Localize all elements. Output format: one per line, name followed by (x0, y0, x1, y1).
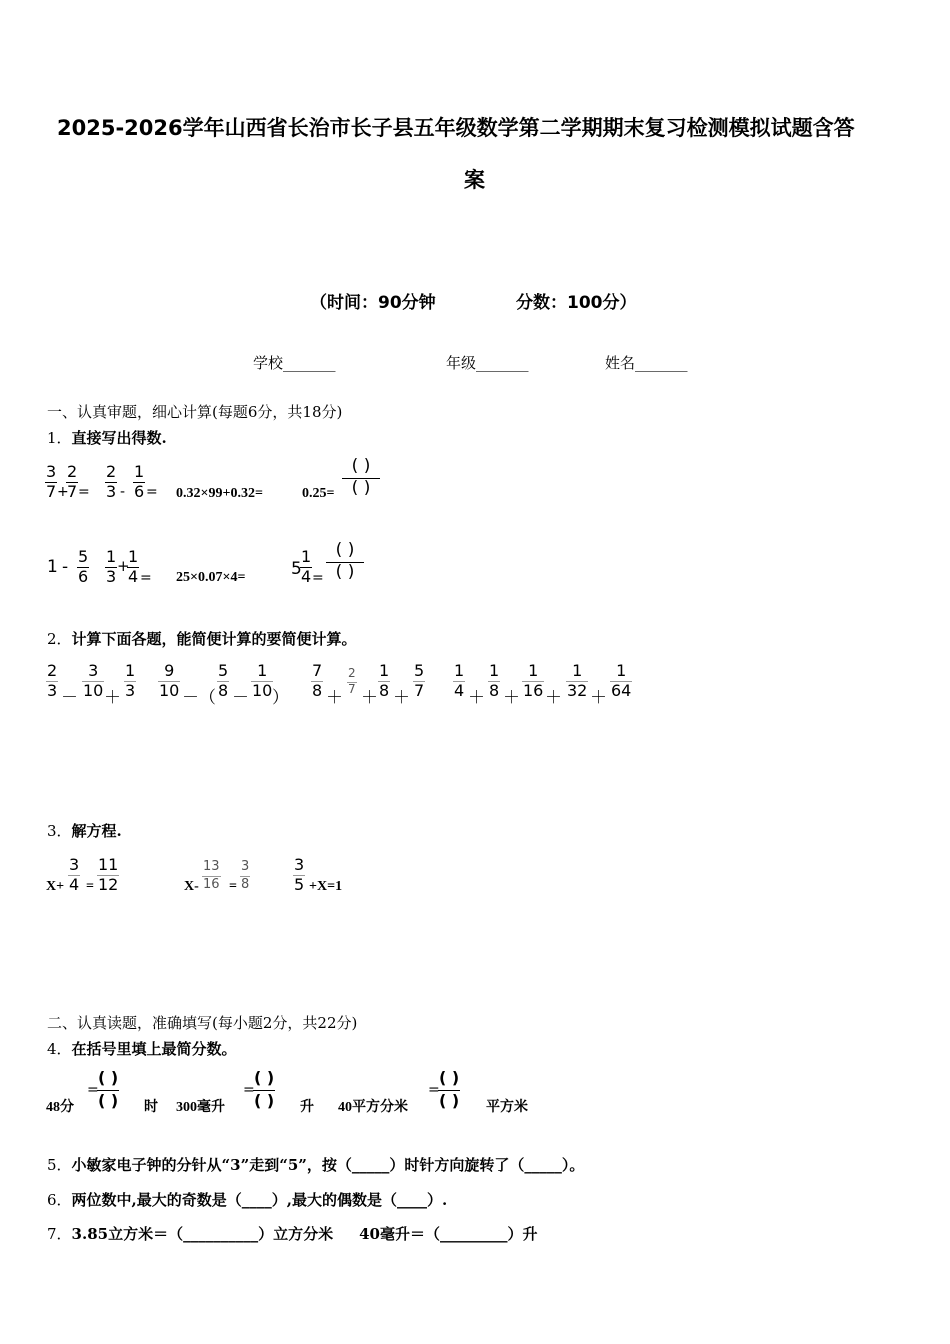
q7: 7．3.85立方米＝（__________）立方分米 40毫升＝（_________）升 (47, 1225, 538, 1243)
plus-sign: ＋ (545, 688, 562, 708)
quantity: 48分 (46, 1100, 74, 1115)
fraction: $\frac{1}{4}$ (128, 547, 139, 586)
plus-sign: ＋ (326, 688, 343, 708)
equals-sign: = (229, 879, 237, 894)
eq-suffix: +X=1 (309, 879, 343, 894)
fraction: $\frac{7}{8}$ (312, 661, 323, 700)
fraction: $\frac{1}{3}$ (106, 547, 117, 586)
fraction: $\frac{2}{7}$ (67, 462, 78, 501)
minus-sign: － (61, 688, 78, 708)
exam-score: 分数：100分） (516, 293, 637, 313)
fraction: $\frac{5}{8}$ (218, 661, 229, 700)
q3-label: 3．解方程. (47, 822, 122, 840)
minus-sign: - (62, 557, 69, 577)
fraction: $\frac{1}{3}$ (125, 661, 136, 700)
plus-sign: + (57, 484, 69, 500)
one: 1 (47, 557, 58, 577)
school-field[interactable]: 学校_______ (253, 354, 336, 372)
fraction: $\frac{1}{8}$ (489, 661, 500, 700)
section1-heading: 一、认真审题，细心计算(每题6分，共18分) (47, 403, 343, 421)
equals-sign: = (87, 1082, 99, 1098)
section2-heading: 二、认真读题，准确填写(每小题2分，共22分) (47, 1014, 358, 1032)
q1-expr-4: 0.25= (302, 486, 335, 501)
plus-sign: ＋ (503, 688, 520, 708)
q4-label: 4．在括号里填上最简分数。 (47, 1040, 237, 1058)
fraction: $\frac{3}{7}$ (46, 462, 57, 501)
fraction: $\frac{1}{10}$ (252, 661, 273, 700)
equals-sign: = (86, 879, 94, 894)
fraction: $\frac{2}{7}$ (348, 666, 356, 696)
fraction: $\frac{9}{10}$ (159, 661, 180, 700)
minus-paren: －（ (182, 688, 216, 708)
equals-sign: = (78, 484, 90, 500)
blank-fraction[interactable]: ( ) ( ) (342, 457, 380, 498)
fraction: $\frac{1}{64}$ (611, 661, 632, 700)
whole-number: 5 (291, 559, 302, 579)
fraction: $\frac{2}{3}$ (47, 661, 58, 700)
close-paren: ） (272, 688, 289, 708)
plus-sign: ＋ (104, 688, 121, 708)
unit: 升 (300, 1100, 314, 1115)
q5: 5．小敏家电子钟的分针从“3”走到“5”，按（_____）时针方向旋转了（_____）。 (47, 1156, 585, 1174)
eq-prefix: X+ (46, 879, 65, 894)
equals-sign: = (312, 570, 324, 586)
fraction: $\frac{2}{3}$ (106, 462, 117, 501)
fraction: $\frac{1}{6}$ (134, 462, 145, 501)
fraction: $\frac{3}{4}$ (69, 855, 80, 894)
fraction: $\frac{1}{8}$ (379, 661, 390, 700)
fraction: $\frac{1}{16}$ (523, 661, 544, 700)
plus-sign: ＋ (468, 688, 485, 708)
blank-fraction[interactable]: ( ) ( ) (254, 1068, 275, 1110)
equals-sign: = (140, 570, 152, 586)
quantity: 300毫升 (176, 1100, 225, 1115)
minus-sign: - (120, 484, 126, 500)
exam-time: （时间：90分钟 (310, 293, 436, 313)
fraction: $\frac{1}{4}$ (301, 547, 312, 586)
blank-fraction[interactable]: ( ) ( ) (439, 1068, 460, 1110)
plus-sign: + (117, 557, 130, 575)
equals-sign: = (243, 1082, 255, 1098)
fraction: $\frac{3}{5}$ (294, 855, 305, 894)
q1-expr-3: 0.32×99+0.32= (176, 486, 263, 501)
minus-sign: － (232, 688, 249, 708)
page-title-line2: 案 (464, 168, 485, 192)
eq-prefix: X- (184, 879, 199, 894)
fraction: $\frac{3}{10}$ (83, 661, 104, 700)
plus-sign: ＋ (361, 688, 378, 708)
equals-sign: = (146, 484, 158, 500)
unit: 平方米 (486, 1100, 528, 1115)
fraction: $\frac{3}{8}$ (241, 859, 250, 892)
fraction: $\frac{11}{12}$ (98, 855, 119, 894)
blank-fraction[interactable]: ( ) ( ) (326, 541, 364, 582)
equals-sign: = (428, 1082, 440, 1098)
q2-label: 2．计算下面各题，能简便计算的要简便计算。 (47, 630, 357, 648)
fraction: $\frac{5}{6}$ (78, 547, 89, 586)
fraction: $\frac{13}{16}$ (203, 859, 220, 892)
q1-expr-7: 25×0.07×4= (176, 570, 246, 585)
name-field[interactable]: 姓名_______ (605, 354, 688, 372)
plus-sign: ＋ (590, 688, 607, 708)
quantity: 40平方分米 (338, 1100, 408, 1115)
grade-field[interactable]: 年级_______ (446, 354, 529, 372)
q6: 6．两位数中,最大的奇数是（____）,最大的偶数是（____）. (47, 1191, 448, 1209)
blank-fraction[interactable]: ( ) ( ) (98, 1068, 119, 1110)
plus-sign: ＋ (393, 688, 410, 708)
page-title-line1: 2025-2026学年山西省长治市长子县五年级数学第二学期期末复习检测模拟试题含答 (57, 116, 855, 140)
q1-label: 1．直接写出得数. (47, 429, 167, 447)
fraction: $\frac{5}{7}$ (414, 661, 425, 700)
unit: 时 (144, 1100, 158, 1115)
fraction: $\frac{1}{32}$ (567, 661, 588, 700)
fraction: $\frac{1}{4}$ (454, 661, 465, 700)
